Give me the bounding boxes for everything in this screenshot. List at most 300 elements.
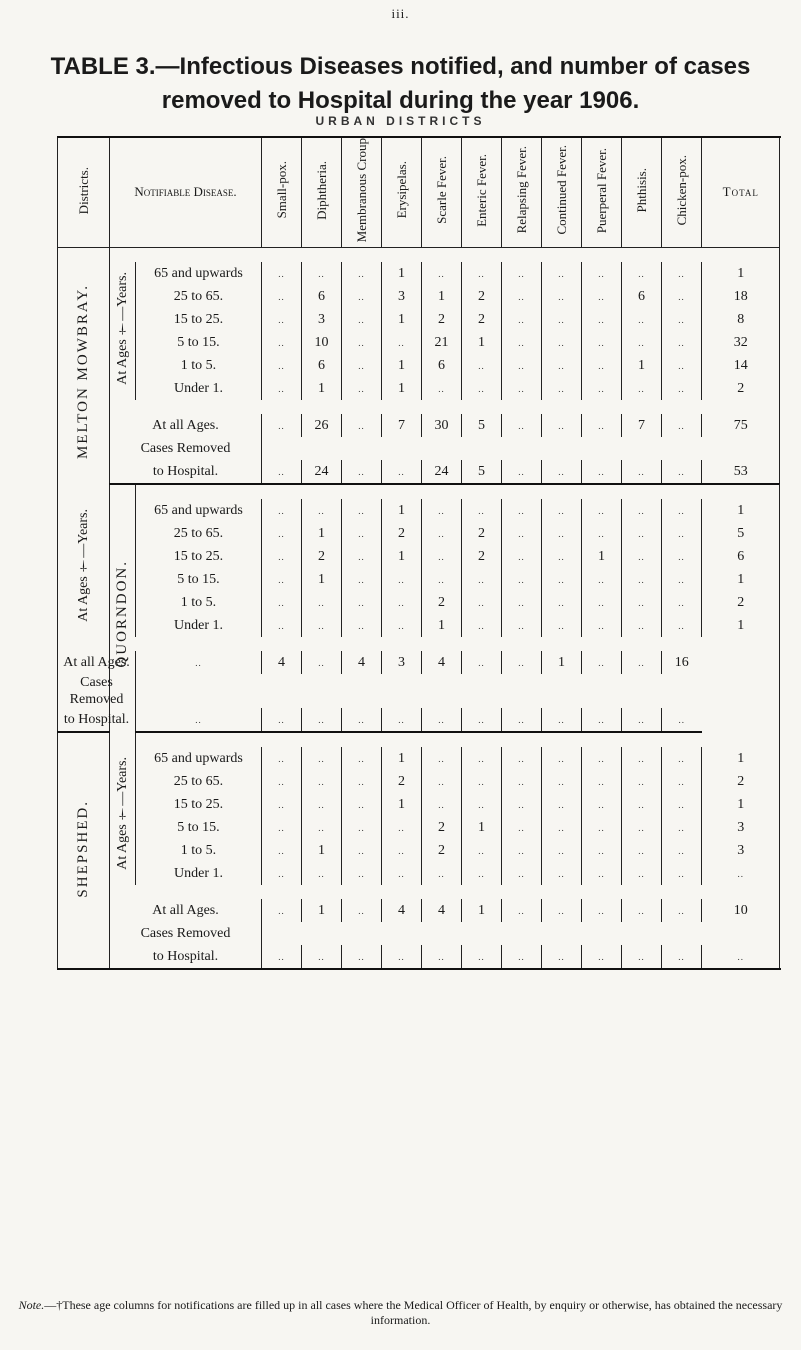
- cell-value: ..: [582, 522, 622, 545]
- cell-value: ..: [582, 262, 622, 285]
- cell-value: ..: [622, 499, 662, 522]
- cell-value: ..: [462, 262, 502, 285]
- cell-value: ..: [262, 793, 302, 816]
- cell-value: ..: [542, 591, 582, 614]
- age-group-label: At Ages †—Years.: [110, 262, 136, 400]
- cell-value: ..: [582, 460, 622, 484]
- cell-value: ..: [502, 568, 542, 591]
- age-row: [58, 747, 780, 770]
- cell-value: 75: [702, 414, 780, 437]
- cell-value: 1: [382, 793, 422, 816]
- cell-value: ..: [622, 568, 662, 591]
- cell-value: ..: [342, 770, 382, 793]
- disease-header: Erysipelas.: [382, 137, 422, 248]
- cell-value: ..: [502, 862, 542, 885]
- cell-value: ..: [302, 770, 342, 793]
- cell-value: ..: [542, 945, 582, 969]
- cell-value: ..: [422, 499, 462, 522]
- infectious-diseases-table: [57, 136, 780, 970]
- age-label: Under 1.: [136, 862, 262, 885]
- age-row: [58, 308, 780, 331]
- cell-value: ..: [462, 499, 502, 522]
- cell-value: 30: [422, 414, 462, 437]
- cell-value: ..: [342, 285, 382, 308]
- cell-value: ..: [262, 816, 302, 839]
- cell-value: ..: [502, 545, 542, 568]
- cell-value: ..: [502, 816, 542, 839]
- cell-value: ..: [662, 499, 702, 522]
- cell-value: ..: [582, 816, 622, 839]
- cell-value: ..: [502, 522, 542, 545]
- cell-value: ..: [342, 614, 382, 637]
- cell-value: ..: [662, 839, 702, 862]
- cell-value: ..: [342, 816, 382, 839]
- cell-value: ..: [582, 862, 622, 885]
- cell-value: ..: [542, 568, 582, 591]
- cell-value: 2: [422, 839, 462, 862]
- cell-value: ..: [502, 285, 542, 308]
- spacer-row: [58, 248, 780, 263]
- cell-value: ..: [502, 793, 542, 816]
- cell-value: ..: [662, 262, 702, 285]
- cell-value: 2: [382, 770, 422, 793]
- cell-value: 24: [422, 460, 462, 484]
- cell-value: ..: [262, 262, 302, 285]
- cell-value: ..: [342, 460, 382, 484]
- removed-row: [58, 437, 780, 460]
- age-label: 65 and upwards: [136, 747, 262, 770]
- cell-value: 1: [382, 308, 422, 331]
- cell-value: 2: [702, 591, 780, 614]
- age-label: 65 and upwards: [136, 262, 262, 285]
- cell-value: ..: [262, 899, 302, 922]
- all-ages-label: At all Ages.: [58, 651, 136, 674]
- cell-value: ..: [342, 331, 382, 354]
- cell-value: ..: [542, 354, 582, 377]
- age-group-label: At Ages †—Years.: [58, 499, 110, 637]
- age-label: 65 and upwards: [136, 499, 262, 522]
- cell-value: 4: [422, 651, 462, 674]
- notifiable-disease-header: Notifiable Disease.: [110, 137, 262, 248]
- cell-value: ..: [542, 862, 582, 885]
- cell-value: ..: [542, 614, 582, 637]
- age-label: 5 to 15.: [136, 568, 262, 591]
- cell-value: 1: [702, 793, 780, 816]
- cell-value: ..: [462, 747, 502, 770]
- removed-row: [58, 922, 780, 945]
- cell-value: ..: [622, 770, 662, 793]
- cell-value: ..: [502, 262, 542, 285]
- age-row: [58, 377, 780, 400]
- cell-value: 14: [702, 354, 780, 377]
- cell-value: ..: [622, 377, 662, 400]
- cell-value: ..: [662, 308, 702, 331]
- cell-value: ..: [662, 377, 702, 400]
- cell-value: ..: [462, 708, 502, 732]
- cell-value: 1: [302, 839, 342, 862]
- cell-value: ..: [502, 331, 542, 354]
- cell-value: ..: [542, 285, 582, 308]
- age-row: [58, 568, 780, 591]
- disease-header: Membranous Croup: [342, 137, 382, 248]
- cell-value: 1: [702, 262, 780, 285]
- cell-value: 5: [702, 522, 780, 545]
- cell-value: 1: [302, 568, 342, 591]
- district-name: MELTON MOWBRAY.: [58, 248, 110, 500]
- cell-value: 4: [342, 651, 382, 674]
- all-ages-row: [58, 651, 780, 674]
- cell-value: ..: [262, 545, 302, 568]
- all-ages-row: [58, 899, 780, 922]
- cell-value: ..: [382, 614, 422, 637]
- table-subtitle: URBAN DISTRICTS: [315, 114, 486, 128]
- cell-value: ..: [462, 614, 502, 637]
- cell-value: ..: [502, 591, 542, 614]
- removed-values-row: [58, 460, 780, 484]
- cell-value: ..: [662, 862, 702, 885]
- cell-value: ..: [582, 839, 622, 862]
- cell-value: ..: [462, 770, 502, 793]
- all-ages-label: At all Ages.: [110, 414, 262, 437]
- cell-value: ..: [622, 899, 662, 922]
- cell-value: ..: [262, 945, 302, 969]
- title-line-1: TABLE 3.—Infectious Diseases notified, and number of cases: [50, 53, 751, 80]
- cell-value: ..: [582, 354, 622, 377]
- cell-value: 1: [382, 499, 422, 522]
- cell-value: ..: [542, 899, 582, 922]
- disease-header: Scarle Fever.: [422, 137, 462, 248]
- cell-value: 4: [422, 899, 462, 922]
- cell-value: 1: [622, 354, 662, 377]
- spacer-row: [58, 885, 780, 899]
- cell-value: ..: [262, 568, 302, 591]
- cell-value: ..: [382, 591, 422, 614]
- header-row: [58, 137, 780, 248]
- age-label: 25 to 65.: [136, 285, 262, 308]
- cell-value: ..: [502, 839, 542, 862]
- cell-value: ..: [342, 354, 382, 377]
- cell-value: 2: [422, 308, 462, 331]
- cell-value: ..: [662, 545, 702, 568]
- title-line-2: removed to Hospital during the year 1906.: [161, 87, 640, 114]
- age-row: [58, 499, 780, 522]
- cell-value: 4: [262, 651, 302, 674]
- cell-value: ..: [262, 591, 302, 614]
- cell-value: ..: [662, 747, 702, 770]
- cell-value: ..: [262, 708, 302, 732]
- cell-value: ..: [622, 862, 662, 885]
- removed-label-2: to Hospital.: [110, 945, 262, 969]
- cell-value: 1: [462, 899, 502, 922]
- cell-value: ..: [302, 651, 342, 674]
- cell-value: ..: [422, 522, 462, 545]
- removed-row: [58, 674, 780, 708]
- cell-value: ..: [542, 793, 582, 816]
- cell-value: 3: [382, 285, 422, 308]
- cell-value: ..: [342, 793, 382, 816]
- age-row: [58, 285, 780, 308]
- age-label: 25 to 65.: [136, 770, 262, 793]
- cell-value: ..: [582, 708, 622, 732]
- disease-header: Relapsing Fever.: [502, 137, 542, 248]
- age-label: 15 to 25.: [136, 545, 262, 568]
- cell-value: ..: [502, 614, 542, 637]
- cell-value: ..: [262, 839, 302, 862]
- cell-value: ..: [462, 793, 502, 816]
- cell-value: 2: [702, 377, 780, 400]
- cell-value: ..: [382, 460, 422, 484]
- cell-value: ..: [582, 614, 622, 637]
- cell-value: ..: [502, 414, 542, 437]
- cell-value: ..: [662, 816, 702, 839]
- cell-value: ..: [702, 862, 780, 885]
- all-ages-row: [58, 414, 780, 437]
- cell-value: ..: [462, 591, 502, 614]
- disease-header: Continued Fever.: [542, 137, 582, 248]
- cell-value: 1: [462, 331, 502, 354]
- cell-value: ..: [582, 770, 622, 793]
- cell-value: 53: [702, 460, 780, 484]
- cell-value: 1: [462, 816, 502, 839]
- cell-value: ..: [502, 308, 542, 331]
- cell-value: ..: [542, 770, 582, 793]
- cell-value: ..: [622, 816, 662, 839]
- cell-value: ..: [302, 262, 342, 285]
- cell-value: ..: [622, 460, 662, 484]
- cell-value: ..: [262, 522, 302, 545]
- cell-value: ..: [302, 499, 342, 522]
- cell-value: ..: [462, 651, 502, 674]
- cell-value: ..: [262, 460, 302, 484]
- all-ages-label: At all Ages.: [110, 899, 262, 922]
- spacer-row: [58, 484, 780, 499]
- cell-value: ..: [582, 377, 622, 400]
- cell-value: ..: [542, 839, 582, 862]
- cell-value: 1: [302, 522, 342, 545]
- cell-value: 7: [382, 414, 422, 437]
- cell-value: 1: [582, 545, 622, 568]
- age-label: 15 to 25.: [136, 308, 262, 331]
- cell-value: 16: [662, 651, 702, 674]
- cell-value: ..: [542, 377, 582, 400]
- age-row: [58, 614, 780, 637]
- cell-value: 6: [302, 285, 342, 308]
- cell-value: ..: [136, 651, 262, 674]
- cell-value: ..: [502, 354, 542, 377]
- cell-value: ..: [662, 354, 702, 377]
- cell-value: ..: [382, 568, 422, 591]
- cell-value: ..: [502, 770, 542, 793]
- cell-value: ..: [382, 708, 422, 732]
- cell-value: 2: [462, 308, 502, 331]
- cell-value: ..: [542, 816, 582, 839]
- cell-value: ..: [702, 945, 780, 969]
- cell-value: ..: [262, 331, 302, 354]
- cell-value: ..: [302, 614, 342, 637]
- disease-header: Puerperal Fever.: [582, 137, 622, 248]
- age-row: [58, 862, 780, 885]
- cell-value: 26: [302, 414, 342, 437]
- cell-value: 2: [702, 770, 780, 793]
- cell-value: ..: [542, 522, 582, 545]
- district-name: QUORNDON.: [110, 484, 136, 747]
- cell-value: ..: [422, 708, 462, 732]
- cell-value: ..: [622, 308, 662, 331]
- cell-value: 3: [302, 308, 342, 331]
- cell-value: ..: [622, 591, 662, 614]
- cell-value: 2: [302, 545, 342, 568]
- cell-value: ..: [622, 545, 662, 568]
- cell-value: ..: [662, 793, 702, 816]
- age-label: Under 1.: [136, 614, 262, 637]
- table-body: [58, 248, 780, 970]
- cell-value: 2: [382, 522, 422, 545]
- cell-value: ..: [422, 262, 462, 285]
- disease-header: Phthisis.: [622, 137, 662, 248]
- cell-value: ..: [662, 414, 702, 437]
- cell-value: ..: [662, 285, 702, 308]
- cell-value: ..: [622, 945, 662, 969]
- cell-value: ..: [342, 591, 382, 614]
- disease-header: Small-pox.: [262, 137, 302, 248]
- cell-value: 8: [702, 308, 780, 331]
- cell-value: ..: [542, 499, 582, 522]
- cell-value: 2: [462, 285, 502, 308]
- cell-value: ..: [502, 377, 542, 400]
- cell-value: ..: [462, 839, 502, 862]
- cell-value: ..: [262, 377, 302, 400]
- cell-value: ..: [502, 708, 542, 732]
- cell-value: ..: [542, 331, 582, 354]
- cell-value: ..: [342, 747, 382, 770]
- cell-value: 6: [302, 354, 342, 377]
- age-group-label: At Ages †—Years.: [110, 747, 136, 885]
- cell-value: 1: [382, 377, 422, 400]
- cell-value: 24: [302, 460, 342, 484]
- cell-value: ..: [302, 862, 342, 885]
- cell-value: ..: [422, 945, 462, 969]
- cell-value: ..: [262, 770, 302, 793]
- district-name: SHEPSHED.: [58, 732, 110, 969]
- cell-value: ..: [622, 262, 662, 285]
- cell-value: ..: [342, 862, 382, 885]
- age-row: [58, 354, 780, 377]
- page-number: iii.: [391, 6, 410, 21]
- cell-value: ..: [302, 591, 342, 614]
- table-title: [0, 50, 801, 118]
- age-row: [58, 770, 780, 793]
- cell-value: 1: [382, 262, 422, 285]
- cell-value: ..: [342, 839, 382, 862]
- age-row: [58, 545, 780, 568]
- footnote: [0, 1298, 801, 1328]
- cell-value: ..: [582, 945, 622, 969]
- cell-value: 2: [422, 816, 462, 839]
- cell-value: ..: [342, 414, 382, 437]
- cell-value: ..: [582, 651, 622, 674]
- cell-value: ..: [342, 522, 382, 545]
- cell-value: 4: [382, 899, 422, 922]
- cell-value: ..: [462, 377, 502, 400]
- cell-value: ..: [582, 308, 622, 331]
- cell-value: ..: [502, 460, 542, 484]
- cell-value: ..: [622, 747, 662, 770]
- districts-header: Districts.: [58, 137, 110, 248]
- cell-value: 1: [302, 377, 342, 400]
- cell-value: ..: [582, 285, 622, 308]
- cell-value: ..: [262, 747, 302, 770]
- cell-value: ..: [542, 747, 582, 770]
- cell-value: 2: [422, 591, 462, 614]
- age-label: Under 1.: [136, 377, 262, 400]
- age-label: 1 to 5.: [136, 591, 262, 614]
- cell-value: ..: [136, 708, 262, 732]
- age-label: 1 to 5.: [136, 839, 262, 862]
- cell-value: ..: [662, 945, 702, 969]
- cell-value: ..: [342, 499, 382, 522]
- cell-value: ..: [302, 816, 342, 839]
- cell-value: ..: [382, 331, 422, 354]
- cell-value: 3: [702, 839, 780, 862]
- spacer-row: [58, 400, 780, 414]
- spacer-row: [58, 637, 780, 651]
- cell-value: ..: [622, 839, 662, 862]
- cell-value: 6: [702, 545, 780, 568]
- cell-value: 6: [422, 354, 462, 377]
- cell-value: ..: [262, 354, 302, 377]
- cell-value: ..: [662, 460, 702, 484]
- removed-label-1: Cases Removed: [110, 437, 262, 460]
- cell-value: ..: [622, 614, 662, 637]
- cell-value: ..: [542, 460, 582, 484]
- cell-value: 21: [422, 331, 462, 354]
- cell-value: 7: [622, 414, 662, 437]
- cell-value: ..: [662, 899, 702, 922]
- cell-value: ..: [582, 747, 622, 770]
- cell-value: 1: [382, 747, 422, 770]
- cell-value: 3: [382, 651, 422, 674]
- cell-value: ..: [622, 651, 662, 674]
- removed-label-2: to Hospital.: [110, 460, 262, 484]
- age-label: 25 to 65.: [136, 522, 262, 545]
- cell-value: 1: [702, 614, 780, 637]
- cell-value: ..: [662, 770, 702, 793]
- cell-value: ..: [542, 708, 582, 732]
- age-row: [58, 522, 780, 545]
- cell-value: ..: [422, 545, 462, 568]
- cell-value: ..: [662, 591, 702, 614]
- age-row: [58, 793, 780, 816]
- cell-value: 1: [702, 747, 780, 770]
- cell-value: ..: [502, 945, 542, 969]
- cell-value: 10: [302, 331, 342, 354]
- cell-value: 1: [702, 568, 780, 591]
- cell-value: ..: [302, 708, 342, 732]
- cell-value: 1: [542, 651, 582, 674]
- age-row: [58, 591, 780, 614]
- cell-value: ..: [342, 545, 382, 568]
- cell-value: ..: [502, 747, 542, 770]
- cell-value: ..: [542, 414, 582, 437]
- cell-value: ..: [382, 839, 422, 862]
- cell-value: ..: [302, 793, 342, 816]
- cell-value: 3: [702, 816, 780, 839]
- cell-value: ..: [262, 308, 302, 331]
- cell-value: 18: [702, 285, 780, 308]
- cell-value: ..: [262, 285, 302, 308]
- removed-label-2: to Hospital.: [58, 708, 136, 732]
- age-row: [58, 331, 780, 354]
